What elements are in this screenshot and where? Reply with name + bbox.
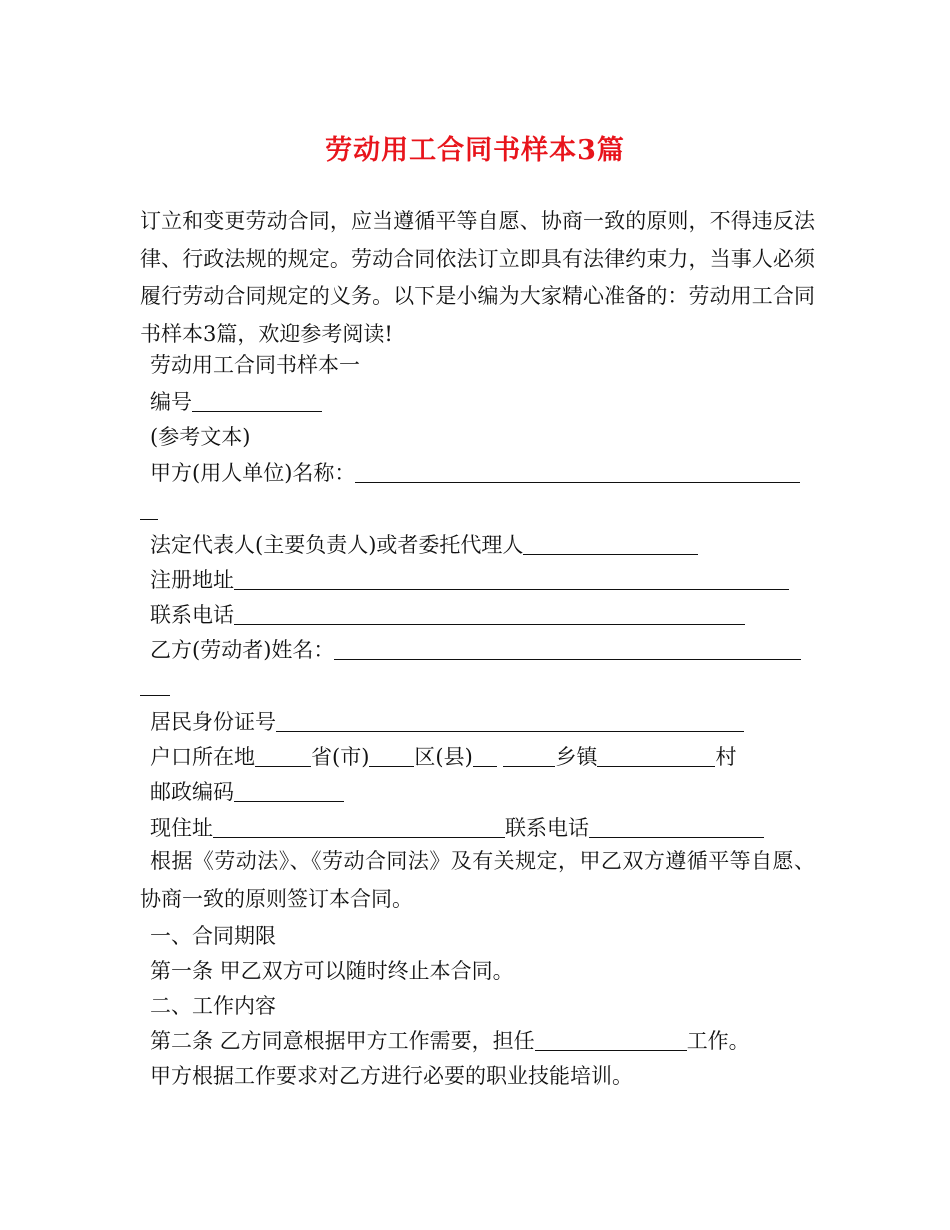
party-b-name-blank-cont [140, 673, 170, 696]
id-number-blank [276, 709, 744, 732]
hukou-village-blank [597, 744, 715, 767]
document-title: 劳动用工合同书样本3篇 [325, 135, 625, 166]
article2-prefix: 第二条 乙方同意根据甲方工作需要，担任 [150, 1029, 535, 1053]
hukou-town-blank [503, 744, 555, 767]
hukou-row [150, 744, 736, 770]
hukou-district-label: 区(县) [414, 745, 473, 769]
current-address-row [150, 815, 764, 841]
postal-code-row [150, 779, 344, 805]
number-row [150, 389, 322, 415]
reg-address-row [150, 567, 789, 593]
party-b-name-blank-wrap [140, 673, 170, 699]
current-phone-blank [589, 815, 764, 838]
hukou-extra-blank [473, 744, 497, 767]
phone-row [150, 602, 745, 628]
reference-text: (参考文本) [150, 425, 251, 449]
number-blank [192, 389, 322, 412]
reg-address-label: 注册地址 [150, 568, 234, 592]
article2-row [150, 1028, 750, 1054]
current-address-label: 现住址 [150, 816, 213, 840]
sample-heading: 劳动用工合同书样本一 [150, 353, 360, 377]
party-a-name-blank [355, 460, 800, 483]
legal-rep-label: 法定代表人(主要负责人)或者委托代理人 [150, 533, 524, 557]
reg-address-blank [234, 567, 789, 590]
hukou-label: 户口所在地 [150, 745, 255, 769]
legal-rep-blank [523, 532, 698, 555]
section1-title: 一、合同期限 [150, 924, 276, 948]
intro-paragraph: 订立和变更劳动合同，应当遵循平等自愿、协商一致的原则，不得违反法律、行政法规的规定。劳动合同依法订立即具有法律约束力，当事人必须履行劳动合同规定的义务。以下是小编为大家精心准备的：劳动用工合同书样本3篇，欢迎参考阅读! [140, 209, 815, 346]
hukou-village-label: 村 [715, 745, 737, 769]
party-b-name-label: 乙方(劳动者)姓名： [150, 638, 335, 662]
training-text: 甲方根据工作要求对乙方进行必要的职业技能培训。 [150, 1064, 633, 1088]
article2-suffix: 工作。 [686, 1029, 750, 1053]
section2-title: 二、工作内容 [150, 994, 276, 1018]
hukou-town-label: 乡镇 [555, 745, 598, 769]
phone-blank [234, 602, 745, 625]
id-number-row [150, 709, 744, 735]
hukou-province-label: 省(市) [311, 745, 370, 769]
party-b-name-blank [334, 637, 801, 660]
id-number-label: 居民身份证号 [150, 710, 276, 734]
hukou-district-blank [369, 744, 414, 767]
current-phone-label: 联系电话 [505, 816, 589, 840]
number-label: 编号 [150, 390, 192, 414]
hukou-province-blank [255, 744, 311, 767]
party-a-name-label: 甲方(用人单位)名称： [150, 461, 356, 485]
basis-paragraph [140, 843, 815, 918]
article2-job-blank [535, 1028, 687, 1051]
article1: 第一条 甲乙双方可以随时终止本合同。 [150, 959, 514, 983]
party-a-name-blank-cont [140, 497, 158, 520]
party-a-name-blank-wrap [140, 497, 158, 523]
party-b-name-row [150, 637, 801, 663]
postal-code-blank [234, 779, 344, 802]
basis-text: 根据《劳动法》、《劳动合同法》及有关规定，甲乙双方遵循平等自愿、协商一致的原则签订本合同。 [140, 849, 815, 911]
current-address-blank [213, 815, 505, 838]
party-a-name-row [150, 460, 800, 486]
phone-label: 联系电话 [150, 603, 234, 627]
postal-code-label: 邮政编码 [150, 780, 234, 804]
legal-rep-row [150, 532, 698, 558]
